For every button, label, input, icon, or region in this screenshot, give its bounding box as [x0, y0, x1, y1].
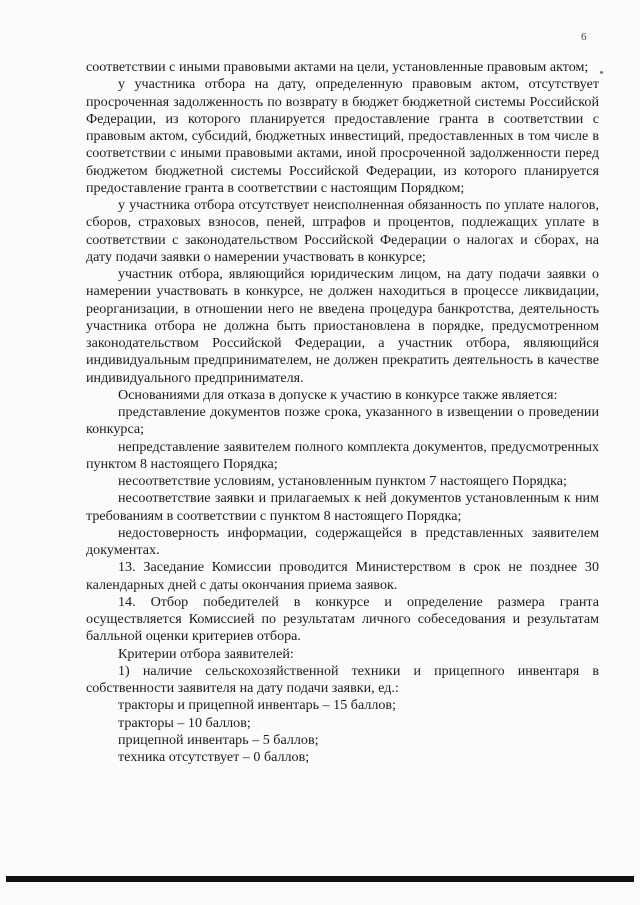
paragraph: 1) наличие сельскохозяйственной техники и прицепного инвентаря в собственности заявителя на дату подачи заявки, ед.: — [86, 662, 599, 696]
scan-mark — [600, 71, 603, 74]
paragraph: участник отбора, являющийся юридическим лицом, на дату подачи заявки о намерении участвовать в конкурсе, не должен находиться в процессе ликвидации, реорганизации, в отношении него не введена процедура банкротства, деятельность участника отбора не должна быть приостановлена в порядке, предусмотренном законодательством Российской Федерации, а участник отбора, являющийся индивидуальным предпринимателем, не должен прекратить деятельность в качестве индивидуального предпринимателя. — [86, 266, 599, 386]
document-body — [86, 59, 599, 766]
paragraph: прицепной инвентарь – 5 баллов; — [118, 731, 319, 748]
bottom-rule — [6, 876, 634, 882]
page-number: 6 — [581, 31, 587, 43]
paragraph: 14. Отбор победителей в конкурсе и определение размера гранта осуществляется Комиссией по результатам личного собеседования и результатам балльной оценки критериев отбора. — [86, 593, 599, 645]
paragraph: непредставление заявителем полного комплекта документов, предусмотренных пунктом 8 настоящего Порядка; — [86, 438, 599, 472]
paragraph: соответствии с иными правовыми актами на цели, установленные правовым актом; — [86, 59, 589, 75]
paragraph: 13. Заседание Комиссии проводится Министерством в срок не позднее 30 календарных дней с даты окончания приема заявок. — [86, 559, 599, 593]
paragraph: у участника отбора на дату, определенную правовым актом, отсутствует просроченная задолженность по возврату в бюджет бюджетной системы Российской Федерации, из которого планируется предоставление гранта в соответствии с правовым актом, субсидий, бюджетных инвестиций, предоставленных в том числе в соответствии с иными правовыми актами, иной просроченной задолженности перед бюджетом бюджетной системы Российской Федерации, из которого планируется предоставление гранта в соответствии с настоящим Порядком; — [86, 76, 599, 196]
paragraph: представление документов позже срока, указанного в извещении о проведении конкурса; — [86, 404, 599, 438]
paragraph: несоответствие заявки и прилагаемых к ней документов установленным к ним требованиям в соответствии с пунктом 8 настоящего Порядка; — [86, 490, 599, 524]
paragraph: тракторы и прицепной инвентарь – 15 баллов; — [118, 697, 397, 714]
paragraph: техника отсутствует – 0 баллов; — [118, 749, 310, 765]
paragraph: у участника отбора отсутствует неисполненная обязанность по уплате налогов, сборов, страховых взносов, пеней, штрафов и процентов, подлежащих уплате в соответствии с законодательством Российской Федерации о налогах и сборах, на дату подачи заявки о намерении участвовать в конкурсе; — [86, 197, 599, 265]
paragraph: несоответствие условиям, установленным пунктом 7 настоящего Порядка; — [118, 473, 567, 489]
paragraph: Критерии отбора заявителей: — [118, 645, 294, 662]
paragraph: недостоверность информации, содержащейся в представленных заявителем документах. — [86, 524, 599, 558]
paragraph: тракторы – 10 баллов; — [118, 714, 251, 731]
paragraph: Основаниями для отказа в допуске к участию в конкурсе также является: — [118, 386, 558, 403]
